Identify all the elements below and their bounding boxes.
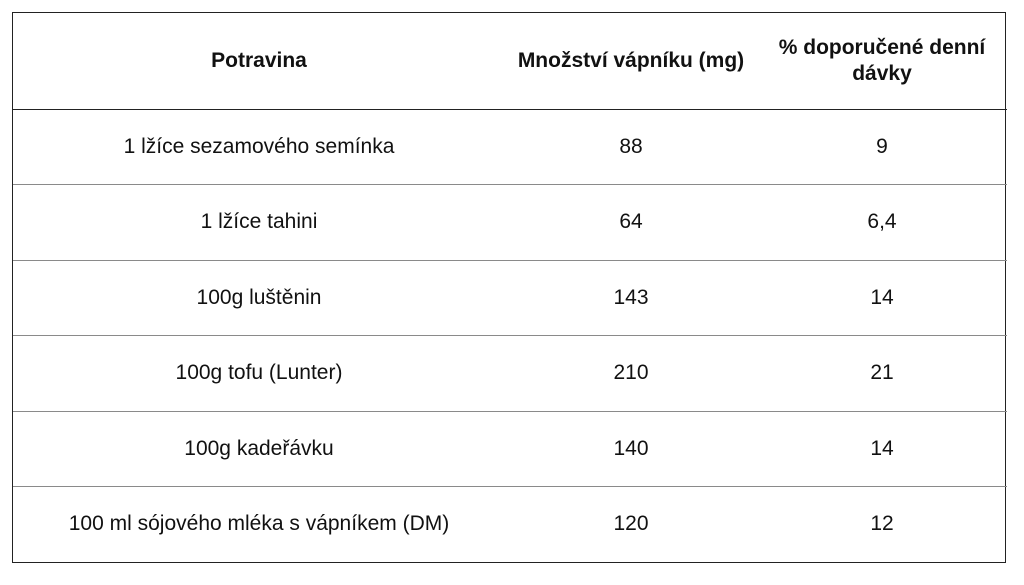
table-row [13, 185, 1007, 261]
column-header-calcium-amount: Množství vápníku (mg) [505, 13, 757, 109]
cell-daily-percent: 12 [870, 512, 894, 536]
cell-food: 1 lžíce tahini [13, 185, 505, 261]
cell-daily-percent: 9 [757, 109, 1007, 185]
cell-calcium-mg: 88 [505, 109, 757, 185]
table-row [13, 487, 1007, 563]
table-header-row [13, 13, 1007, 109]
table-row [13, 109, 1007, 185]
cell-food: 100g kadeřávku [13, 411, 505, 487]
calcium-table-container [12, 12, 1006, 563]
cell-food: 100g luštěnin [13, 260, 505, 336]
cell-daily-percent: 21 [757, 336, 1007, 412]
table-row [13, 260, 1007, 336]
cell-food: 100g tofu (Lunter) [13, 336, 505, 412]
cell-daily-percent: 14 [757, 260, 1007, 336]
column-header-food: Potravina [13, 13, 505, 109]
cell-calcium-mg: 210 [505, 336, 757, 412]
cell-calcium-mg: 140 [505, 411, 757, 487]
cell-calcium-mg: 120 [613, 512, 649, 536]
cell-daily-percent: 14 [757, 411, 1007, 487]
calcium-table [13, 13, 1007, 562]
column-header-daily-percent: % doporučené denní dávky [757, 13, 1007, 109]
cell-daily-percent: 6,4 [757, 185, 1007, 261]
cell-food: 100 ml sójového mléka s vápníkem (DM) [68, 512, 450, 536]
cell-food: 1 lžíce sezamového semínka [13, 109, 505, 185]
table-row [13, 336, 1007, 412]
table-row [13, 411, 1007, 487]
cell-calcium-mg: 143 [505, 260, 757, 336]
cell-calcium-mg: 64 [505, 185, 757, 261]
